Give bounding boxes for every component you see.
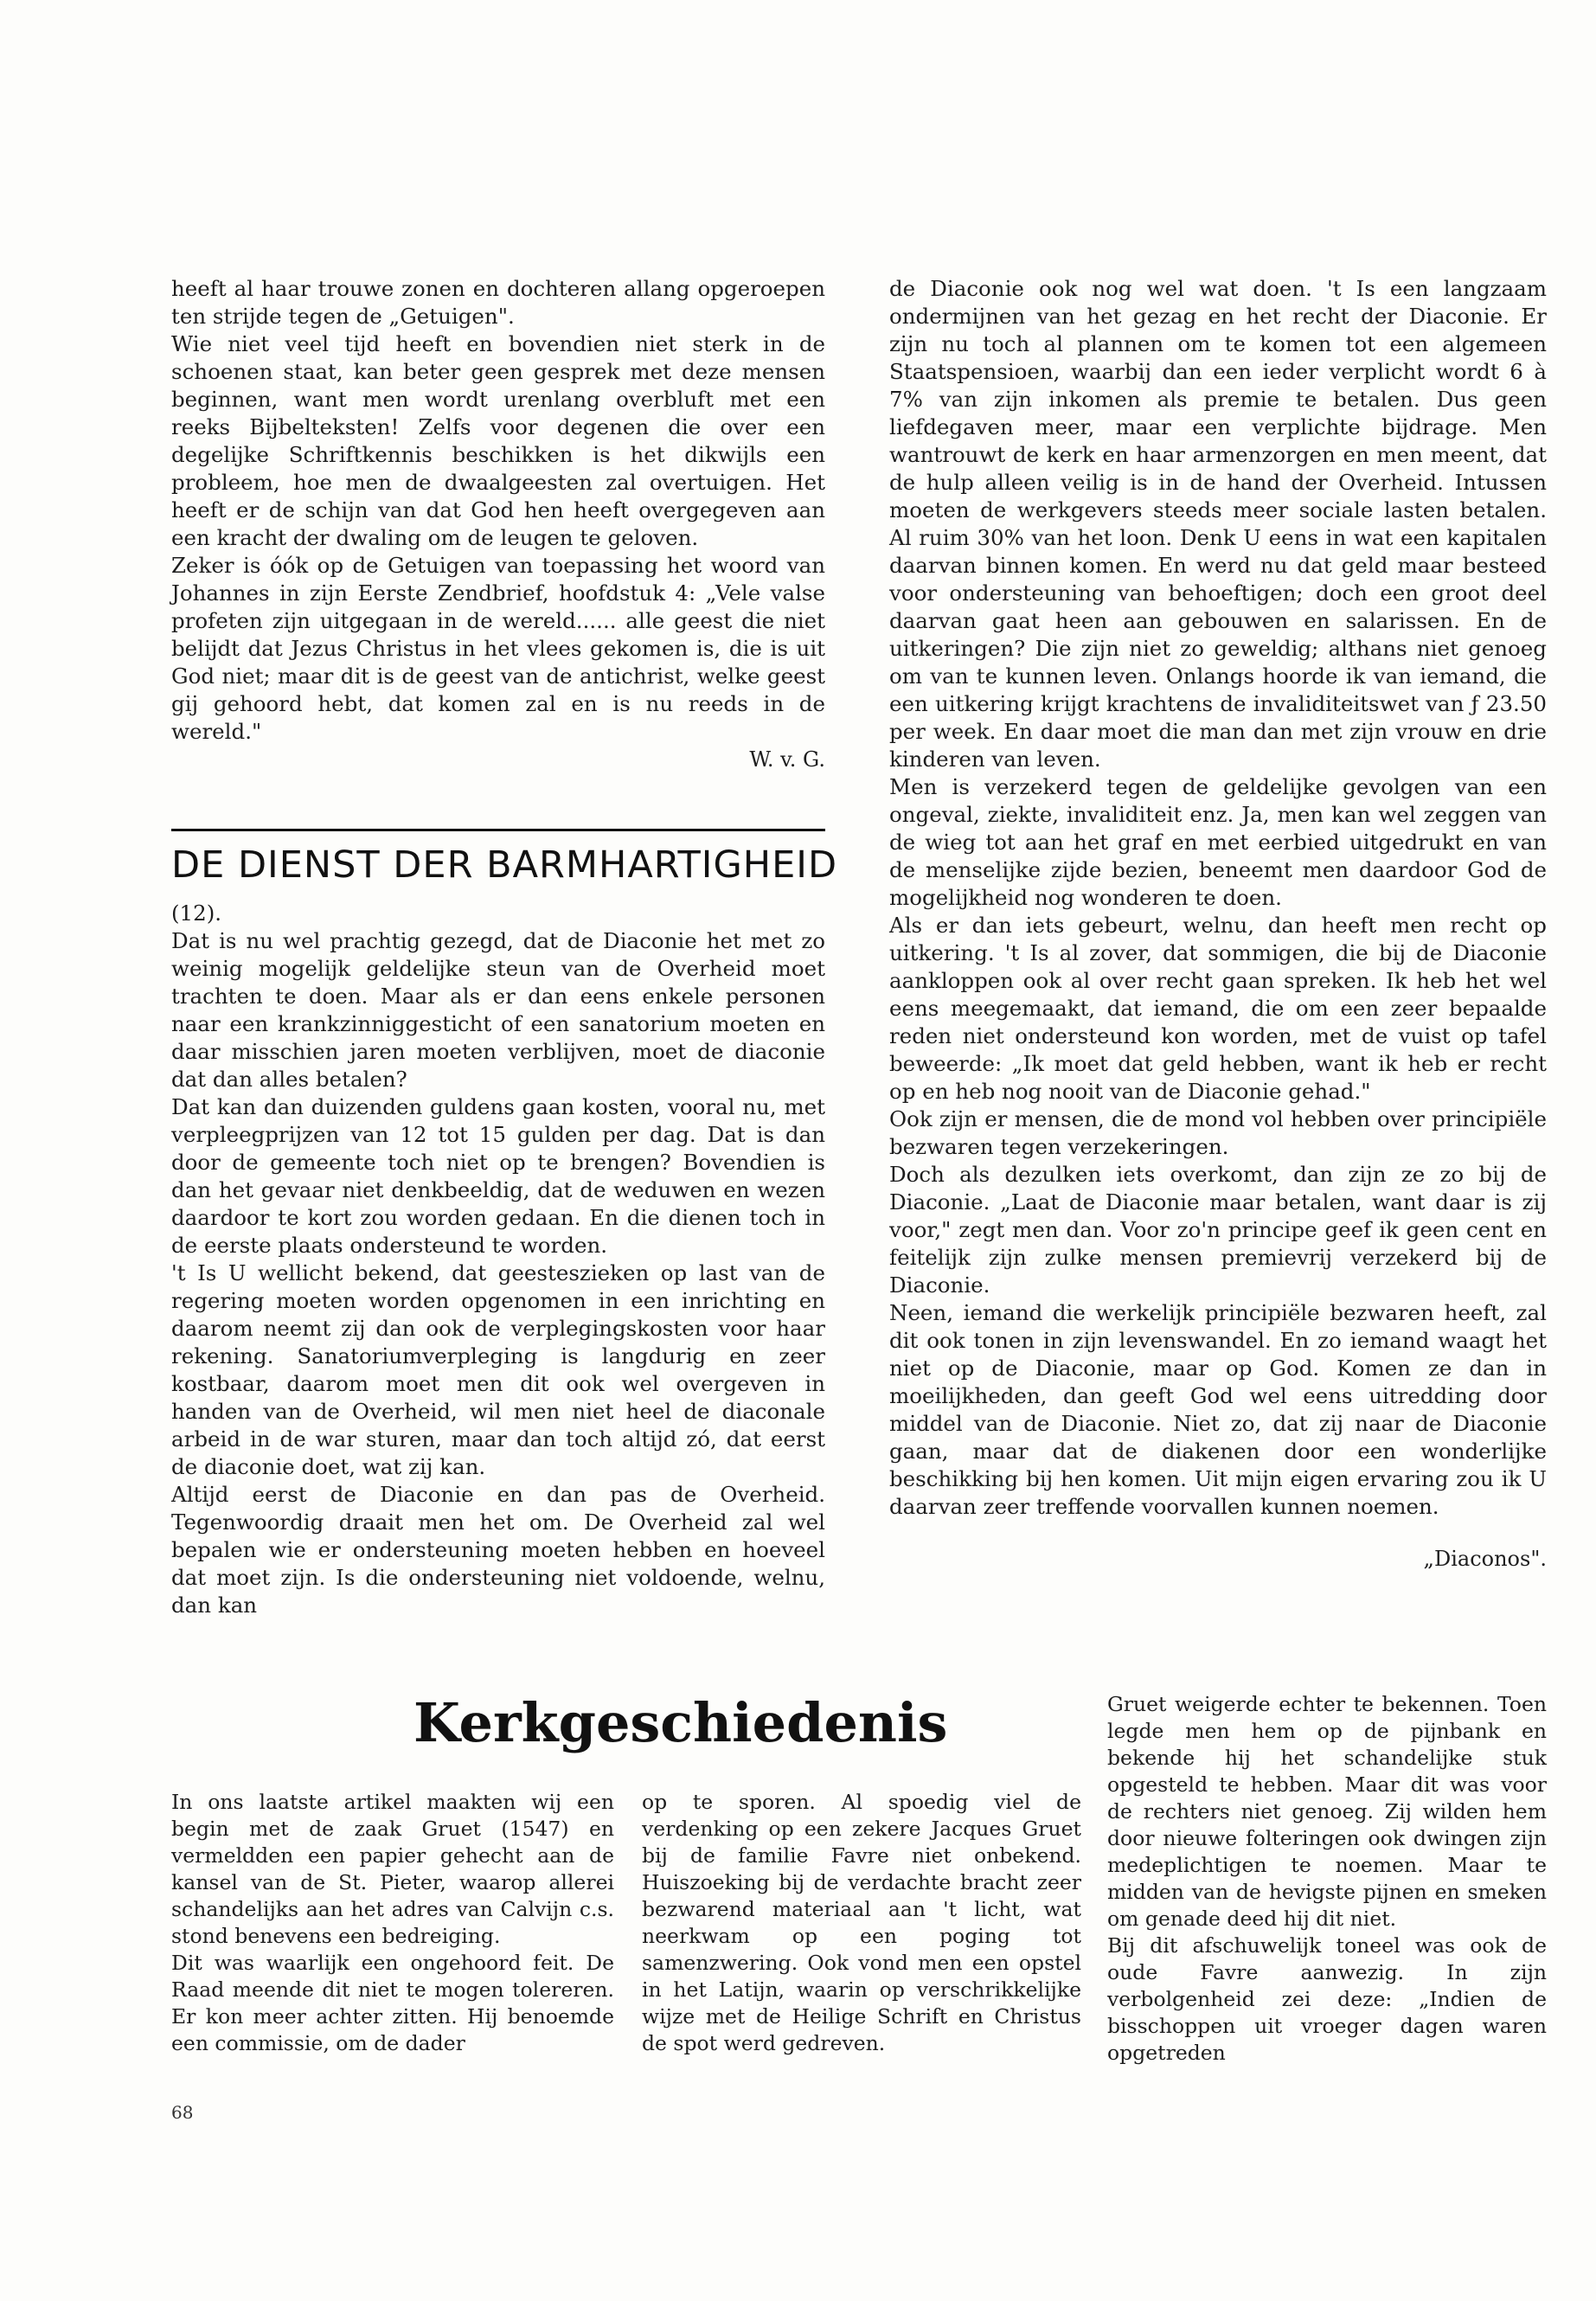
paragraph: Men is verzekerd tegen de geldelijke gevolgen van een ongeval, ziekte, invaliditeit enz. Ja, men kan wel zeggen van de wieg tot aan het graf en met eerbied uitgedrukt en van de menselijke zijde bezien, beneemt men daardoor God de mogelijkheid nog wonderen te doen. [889, 774, 1547, 910]
paragraph: Dit was waarlijk een ongehoord feit. De Raad meende dit niet te mogen tolereren. Er kon meer achter zitten. Hij benoemde een commissie, om de dader [171, 1951, 614, 2055]
section-rule [171, 829, 825, 831]
paragraph: Wie niet veel tijd heeft en bovendien niet sterk in de schoenen staat, kan beter geen gesprek met deze mensen beginnen, want men wordt urenlang overbluft met een reeks Bijbelteksten! Zelfs voor degenen die over een degelijke Schriftkennis beschikken is het dikwijls een probleem, hoe men de dwaalgeesten zal overtuigen. Het heeft er de schijn van dat God hen heeft overgegeven aan een kracht der dwaling om de leugen te geloven. [171, 331, 825, 550]
paragraph: 't Is U wellicht bekend, dat geesteszieken op last van de regering moeten worden opgenomen in een inrichting en daarom neemt zij dan ook de verplegingskosten voor haar rekening. Sanatoriumverpleging is langdurig en zeer kostbaar, daarom moet men dit ook wel overgeven in handen van de Overheid, wil men niet heel de diaconale arbeid in de war sturen, maar dan toch altijd zó, dat eerst de diaconie doet, wat zij kan. [171, 1260, 825, 1479]
section-number: (12). [171, 901, 222, 926]
kerk-column-3 [1107, 1691, 1547, 2067]
paragraph: heeft al haar trouwe zonen en dochteren allang opgeroepen ten strijde tegen de „Getuigen". [171, 276, 825, 329]
paragraph: op te sporen. Al spoedig viel de verdenking op een zekere Jacques Gruet bij de familie Favre niet onbekend. Huiszoeking bij de verdachte bracht zeer bezwarend materiaal aan 't licht, wat neerkwam op een poging tot samenzwering. Ook vond men een opstel in het Latijn, waarin op verschrikkelijke wijze met de Heilige Schrift en Christus de spot werd gedreven. [642, 1790, 1081, 2055]
paragraph: Bij dit afschuwelijk toneel was ook de oude Favre aanwezig. In zijn verbolgenheid zei deze: „Indien de bisschoppen uit vroeger dagen waren opgetreden [1107, 1933, 1547, 2065]
dienst-right-column [889, 275, 1547, 1573]
section-heading: DE DIENST DER BARMHARTIGHEID [171, 843, 838, 887]
paragraph: Neen, iemand die werkelijk principiële bezwaren heeft, zal dit ook tonen in zijn levenswandel. En zo iemand waagt het niet op de Diaconie, maar op God. Komen ze dan in moeilijkheden, dan geeft God wel eens uitredding door middel van de Diaconie. Niet zo, dat zij naar de Diaconie gaan, maar dat de diakenen door een wonderlijke beschikking bij hen komen. Uit mijn eigen ervaring zou ik U daarvan zeer treffende voorvallen kunnen noemen. [889, 1300, 1547, 1519]
article-title: Kerkgeschiedenis [413, 1691, 948, 1754]
paragraph: Gruet weigerde echter te bekennen. Toen legde men hem op de pijnbank en bekende hij het schandelijke stuk opgesteld te hebben. Maar dit was voor de rechters niet genoeg. Zij wilden hem door nieuwe folteringen ook dwingen zijn medeplichtigen te noemen. Maar te midden van de hevigste pijnen en smeken om genade deed hij dit niet. [1107, 1692, 1547, 1931]
page-number: 68 [171, 2102, 194, 2123]
kerk-column-1 [171, 1789, 614, 2057]
dienst-left-column [171, 900, 825, 1619]
paragraph: In ons laatste artikel maakten wij een begin met de zaak Gruet (1547) en vermeldden een papier gehecht aan de kansel van de St. Pieter, waarop allerei schandelijks aan het adres van Calvijn c.s. stond benevens een bedreiging. [171, 1790, 614, 1948]
paragraph: Dat is nu wel prachtig gezegd, dat de Diaconie het met zo weinig mogelijk geldelijke steun van de Overheid moet trachten te doen. Maar als er dan eens enkele personen naar een krankzinniggesticht of een sanatorium moeten en daar misschien jaren moeten verblijven, moet de diaconie dat dan alles betalen? [171, 928, 825, 1092]
kerk-column-2 [642, 1789, 1081, 2057]
paragraph: Als er dan iets gebeurt, welnu, dan heeft men recht op uitkering. 't Is al zover, dat sommigen, die bij de Diaconie aankloppen ook al over recht gaan spreken. Ik heb het wel eens meegemaakt, dat iemand, die om een zeer bepaalde reden niet ondersteund kon worden, met de vuist op tafel beweerde: „Ik moet dat geld hebben, want ik heb er recht op en heb nog nooit van de Diaconie gehad." [889, 913, 1547, 1104]
paragraph: de Diaconie ook nog wel wat doen. 't Is een langzaam ondermijnen van het gezag en het recht der Diaconie. Er zijn nu toch al plannen om te komen tot een algemeen Staatspensioen, waarbij dan een ieder verplicht wordt 6 à 7% van zijn inkomen als premie te betalen. Dus geen liefdegaven meer, maar een verplichte bijdrage. Men wantrouwt de kerk en haar armenzorgen en men meent, dat de hulp alleen veilig is in de hand der Overheid. Intussen moeten de werkgevers steeds meer sociale lasten betalen. Al ruim 30% van het loon. Denk U eens in wat een kapitalen daarvan binnen komen. En werd nu dat geld maar besteed voor ondersteuning van behoeftigen; doch een groot deel daarvan gaat heen aan gebouwen en salarissen. En de uitkeringen? Die zijn niet zo geweldig; althans niet genoeg om van te kunnen leven. Onlangs hoorde ik van iemand, die een uitkering krijgt krachtens de invaliditeitswet van ƒ 23.50 per week. En daar moet die man dan met zijn vrouw en drie kinderen van leven. [889, 276, 1547, 772]
signature: W. v. G. [749, 747, 825, 772]
paragraph: Doch als dezulken iets overkomt, dan zijn ze zo bij de Diaconie. „Laat de Diaconie maar betalen, want daar is zij voor," zegt men dan. Voor zo'n principe geef ik geen cent en feitelijk zijn zulke mensen premievrij verzekerd bij de Diaconie. [889, 1162, 1547, 1298]
signature: „Diaconos". [1423, 1547, 1547, 1571]
paragraph: Zeker is óók op de Getuigen van toepassing het woord van Johannes in zijn Eerste Zendbrief, hoofdstuk 4: „Vele valse profeten zijn uitgegaan in de wereld...... alle geest die niet belijdt dat Jezus Christus in het vlees gekomen is, die is uit God niet; maar dit is de geest van de antichrist, welke geest gij gehoord hebt, dat komen zal en is nu reeds in de wereld." [171, 553, 825, 744]
left-top-column [171, 275, 825, 773]
paragraph: Altijd eerst de Diaconie en dan pas de Overheid. Tegenwoordig draait men het om. De Overheid zal wel bepalen wie er ondersteuning moeten hebben en hoeveel dat moet zijn. Is die ondersteuning niet voldoende, welnu, dan kan [171, 1482, 825, 1618]
paragraph: Dat kan dan duizenden guldens gaan kosten, vooral nu, met verpleegprijzen van 12 tot 15 gulden per dag. Dat is dan door de gemeente toch niet op te brengen? Bovendien is dan het gevaar niet denkbeeldig, dat de weduwen en wezen daardoor te kort zou worden gedaan. En die dienen toch in de eerste plaats ondersteund te worden. [171, 1094, 825, 1258]
paragraph: Ook zijn er mensen, die de mond vol hebben over principiële bezwaren tegen verzekeringen. [889, 1106, 1547, 1159]
